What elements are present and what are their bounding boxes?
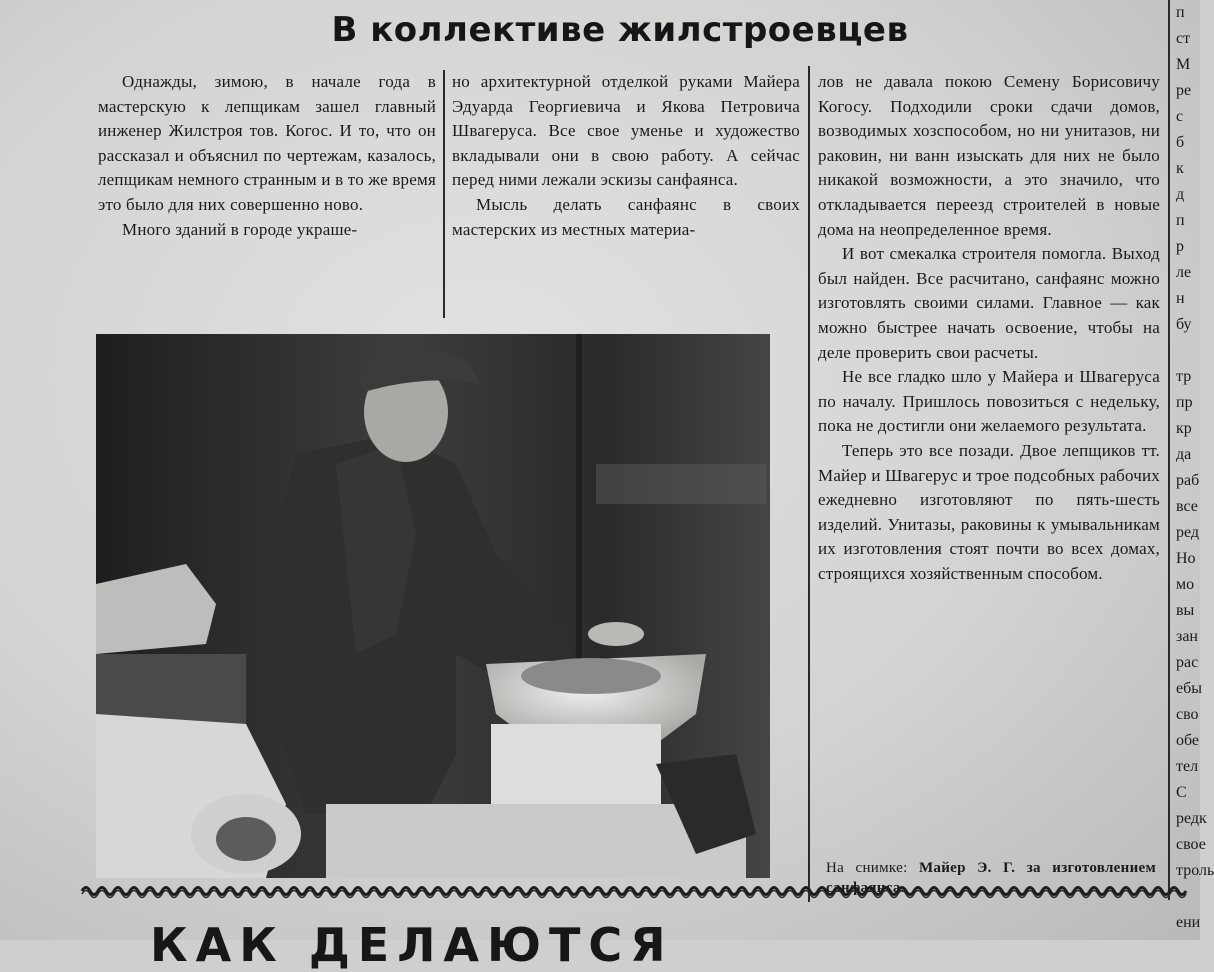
adjacent-column-line: б [1176, 134, 1185, 151]
adjacent-column-line: п [1176, 212, 1185, 229]
column-2-paragraph: но архитектурной отделкой руками Майера Эдуарда Георгиевича и Якова Петровича Швагеруса. Все свое уменье и художество вкладывали они в свою работу. А сейчас перед ними лежали эскизы санфаянса. [452, 72, 800, 190]
adjacent-column-line: кр [1176, 420, 1192, 437]
column-divider-2 [808, 66, 810, 902]
adjacent-column-fragment [1170, 0, 1214, 940]
adjacent-column-line: мо [1176, 576, 1195, 593]
adjacent-column-line: М [1176, 56, 1191, 73]
article-column-1 [98, 70, 436, 242]
adjacent-column-line: н [1176, 290, 1185, 307]
photo-illustration [96, 334, 770, 878]
adjacent-column-line: д [1176, 186, 1185, 203]
adjacent-column-line: р [1176, 238, 1184, 255]
article-headline: В коллективе жилстроевцев [331, 10, 909, 50]
adjacent-column-line: раб [1176, 472, 1200, 489]
column-1-paragraph: Однажды, зимою, в начале года в мастерскую к лепщикам зашел главный инженер Жилстроя тов. Когос. И то, что он рассказал и объяснил по чертежам, казалось, лепщикам немного странным и в то же время это было для них совершенно ново. [98, 72, 436, 214]
adjacent-column-line: С [1176, 784, 1187, 801]
adjacent-column-line: пр [1176, 394, 1193, 411]
adjacent-column-line: вы [1176, 602, 1195, 619]
adjacent-column-line: тел [1176, 758, 1199, 775]
adjacent-column-line: Но [1176, 550, 1196, 567]
adjacent-column-line: с [1176, 108, 1184, 125]
column-1-paragraph: Много зданий в городе украше- [122, 219, 358, 239]
column-3-paragraph: И вот смекалка строителя помогла. Выход был найден. Все расчитано, санфаянс можно изготовлять своими силами. Главное — как можно быстрее начать освоение, чтобы на деле проверить свои расчеты. [818, 244, 1160, 362]
column-3-paragraph: лов не давала покою Семену Борисовичу Когосу. Подходили сроки сдачи домов, возводимых хозспособом, но ни унитазов, ни раковин, ни ванн изыскать для них не было никакой возможности, а это значило, что откладывается переезд строителей в новые дома на неопределенное время. [818, 72, 1160, 239]
adjacent-column-line: сво [1176, 706, 1199, 723]
adjacent-column-line: зан [1176, 628, 1198, 645]
adjacent-column-line: к [1176, 160, 1184, 177]
article-column-2 [452, 70, 800, 242]
adjacent-column-line: бу [1176, 316, 1192, 333]
adjacent-column-line: ст [1176, 30, 1191, 47]
column-divider-1 [443, 70, 445, 318]
adjacent-column-line: тр [1176, 368, 1192, 385]
adjacent-column-line [1170, 338, 1200, 364]
adjacent-column-line: п [1176, 4, 1185, 21]
article-photo [96, 334, 770, 878]
article-column-3 [818, 70, 1160, 586]
next-article-headline: КАК ДЕЛАЮТСЯ [150, 918, 674, 972]
adjacent-column-line: все [1176, 498, 1198, 515]
caption-text: Майер Э. Г. за изготовлением санфаянса. [826, 860, 1156, 896]
adjacent-column-line: ебы [1176, 680, 1202, 697]
wavy-divider [82, 882, 1190, 900]
column-3-paragraph: Не все гладко шло у Майера и Швагеруса по началу. Пришлось повозиться с недельку, пока не достигли они желаемого результата. [818, 367, 1160, 436]
adjacent-column-line [1170, 884, 1200, 910]
adjacent-column-line: ред [1176, 524, 1200, 541]
adjacent-column-line: ре [1176, 82, 1192, 99]
adjacent-column-line: ени [1176, 914, 1201, 931]
column-2-paragraph: Мысль делать санфаянс в своих мастерских из местных материа- [452, 194, 800, 239]
adjacent-column-line: да [1176, 446, 1192, 463]
adjacent-column-line: ле [1176, 264, 1192, 281]
column-3-paragraph: Теперь это все позади. Двое лепщиков тт. Майер и Швагерус и трое подсобных рабочих ежедневно изготовляют по пять-шесть изделий. Унитазы, раковины к умывальникам их изготовления стоят почти во всех домах, строящихся хозяйственным способом. [818, 440, 1160, 583]
adjacent-column-line: троль [1176, 862, 1214, 879]
adjacent-column-line: рас [1176, 654, 1199, 671]
adjacent-column-line: свое [1176, 836, 1206, 853]
caption-lead: На снимке: [826, 860, 908, 876]
adjacent-column-line: редк [1176, 810, 1207, 827]
adjacent-column-line: обе [1176, 732, 1200, 749]
